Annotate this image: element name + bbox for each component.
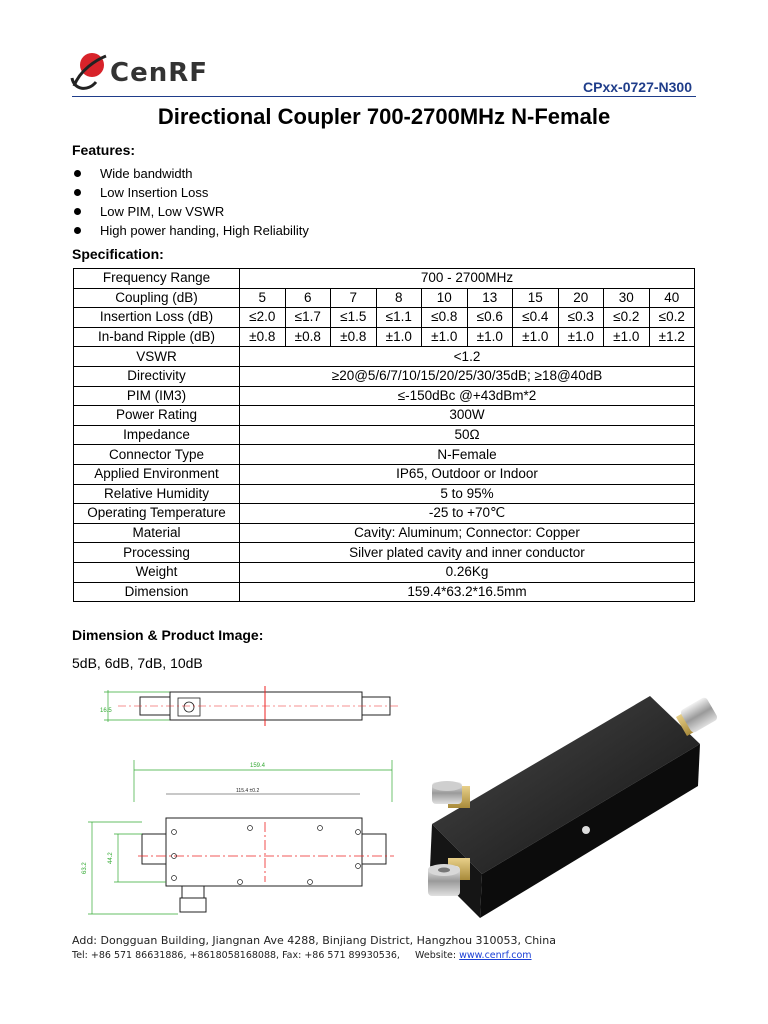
ripple-cell: ±1.0	[467, 327, 513, 347]
coupling-cell: 8	[376, 288, 422, 308]
list-item: High power handing, High Reliability	[72, 221, 309, 240]
list-item: Low Insertion Loss	[72, 183, 309, 202]
table-row	[74, 582, 695, 602]
row-value: ≥20@5/6/7/10/15/20/25/30/35dB; ≥18@40dB	[240, 366, 695, 386]
width-label: 63.2	[82, 862, 88, 874]
insertion-loss-cell: ≤0.3	[558, 308, 604, 328]
row-value: ≤-150dBc @+43dBm*2	[240, 386, 695, 406]
row-label: Material	[74, 523, 240, 543]
ripple-cell: ±1.0	[513, 327, 559, 347]
length-total-label: 159.4	[250, 763, 266, 769]
coupling-variants: 5dB, 6dB, 7dB, 10dB	[72, 655, 203, 671]
insertion-loss-cell: ≤2.0	[240, 308, 286, 328]
height-label: 16.5	[100, 708, 112, 714]
row-label: Weight	[74, 562, 240, 582]
table-row	[74, 269, 695, 289]
row-value: 0.26Kg	[240, 562, 695, 582]
table-row	[74, 464, 695, 484]
ripple-cell: ±1.0	[558, 327, 604, 347]
row-value: 700 - 2700MHz	[240, 269, 695, 289]
table-row	[74, 308, 695, 328]
coupling-cell: 40	[649, 288, 695, 308]
row-label: Relative Humidity	[74, 484, 240, 504]
coupling-cell: 20	[558, 288, 604, 308]
list-item: Wide bandwidth	[72, 164, 309, 183]
row-value: 159.4*63.2*16.5mm	[240, 582, 695, 602]
ripple-cell: ±0.8	[285, 327, 331, 347]
width-inner-label: 44.2	[108, 852, 114, 864]
row-value: 50Ω	[240, 425, 695, 445]
part-number: CPxx-0727-N300	[583, 79, 692, 95]
table-row	[74, 445, 695, 465]
list-item: Low PIM, Low VSWR	[72, 202, 309, 221]
header-divider	[72, 96, 696, 97]
row-label: Directivity	[74, 366, 240, 386]
row-value: N-Female	[240, 445, 695, 465]
coupling-cell: 10	[422, 288, 468, 308]
insertion-loss-cell: ≤1.1	[376, 308, 422, 328]
row-value: 300W	[240, 406, 695, 426]
length-inner-label: 115.4 ±0.2	[236, 788, 260, 794]
table-row	[74, 406, 695, 426]
top-view	[82, 760, 394, 914]
insertion-loss-cell: ≤1.7	[285, 308, 331, 328]
insertion-loss-cell: ≤1.5	[331, 308, 377, 328]
logo-mark-icon	[70, 50, 110, 94]
row-label: PIM (IM3)	[74, 386, 240, 406]
dimension-heading: Dimension & Product Image:	[72, 627, 264, 643]
footer-contact	[72, 950, 532, 961]
row-value: IP65, Outdoor or Indoor	[240, 464, 695, 484]
ripple-cell: ±1.0	[422, 327, 468, 347]
insertion-loss-cell: ≤0.6	[467, 308, 513, 328]
page-title: Directional Coupler 700-2700MHz N-Female	[157, 104, 611, 129]
company-logo	[70, 50, 240, 94]
coupling-cell: 5	[240, 288, 286, 308]
row-label: Insertion Loss (dB)	[74, 308, 240, 328]
row-label: Frequency Range	[74, 269, 240, 289]
coupling-cell: 13	[467, 288, 513, 308]
insertion-loss-cell: ≤0.2	[649, 308, 695, 328]
row-value: Silver plated cavity and inner conductor	[240, 543, 695, 563]
side-view	[100, 686, 398, 726]
row-label: Applied Environment	[74, 464, 240, 484]
row-label: In-band Ripple (dB)	[74, 327, 240, 347]
specification-heading: Specification:	[72, 246, 164, 262]
website-link[interactable]: www.cenrf.com	[459, 950, 532, 961]
row-value: 5 to 95%	[240, 484, 695, 504]
table-row	[74, 543, 695, 563]
row-label: Connector Type	[74, 445, 240, 465]
row-value: <1.2	[240, 347, 695, 367]
coupling-cell: 6	[285, 288, 331, 308]
table-row	[74, 347, 695, 367]
insertion-loss-cell: ≤0.8	[422, 308, 468, 328]
ripple-cell: ±1.2	[649, 327, 695, 347]
row-label: Processing	[74, 543, 240, 563]
contact-text: Tel: +86 571 86631886, +8618058168088, Fax: +86 571 89930536, Website:	[72, 950, 460, 961]
insertion-loss-cell: ≤0.4	[513, 308, 559, 328]
logo-text: CenRF	[110, 58, 209, 88]
features-list	[72, 164, 309, 240]
row-label: Dimension	[74, 582, 240, 602]
dimension-drawing	[78, 682, 408, 922]
footer-address: Add: Dongguan Building, Jiangnan Ave 4288, Binjiang District, Hangzhou 310053, China	[72, 934, 556, 947]
table-row	[74, 484, 695, 504]
row-label: Power Rating	[74, 406, 240, 426]
ripple-cell: ±1.0	[604, 327, 650, 347]
specification-table	[73, 268, 695, 602]
ripple-cell: ±0.8	[240, 327, 286, 347]
coupling-cell: 7	[331, 288, 377, 308]
table-row	[74, 504, 695, 524]
row-label: VSWR	[74, 347, 240, 367]
features-heading: Features:	[72, 142, 136, 158]
table-row	[74, 327, 695, 347]
insertion-loss-cell: ≤0.2	[604, 308, 650, 328]
row-label: Operating Temperature	[74, 504, 240, 524]
table-row	[74, 386, 695, 406]
row-value: Cavity: Aluminum; Connector: Copper	[240, 523, 695, 543]
table-row	[74, 288, 695, 308]
coupling-cell: 30	[604, 288, 650, 308]
product-image	[418, 690, 718, 920]
table-row	[74, 523, 695, 543]
row-value: -25 to +70℃	[240, 504, 695, 524]
ripple-cell: ±1.0	[376, 327, 422, 347]
ripple-cell: ±0.8	[331, 327, 377, 347]
row-label: Coupling (dB)	[74, 288, 240, 308]
connector-top-left	[432, 781, 470, 808]
coupling-cell: 15	[513, 288, 559, 308]
table-row	[74, 425, 695, 445]
table-row	[74, 562, 695, 582]
table-row	[74, 366, 695, 386]
row-label: Impedance	[74, 425, 240, 445]
